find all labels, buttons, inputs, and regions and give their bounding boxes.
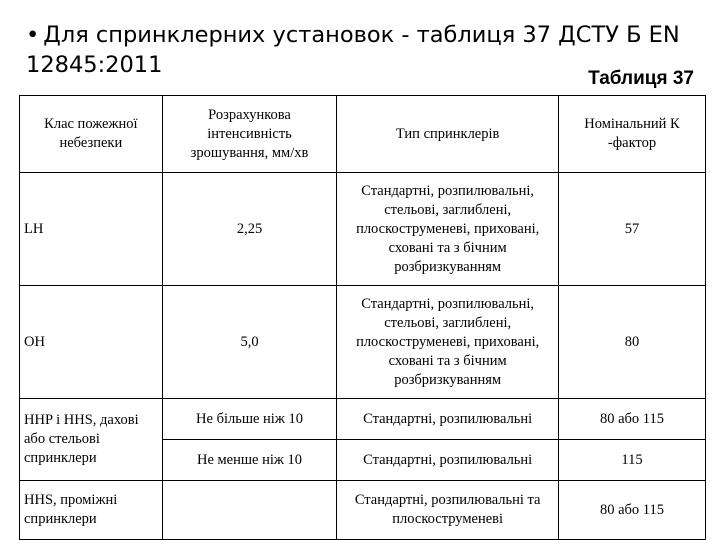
cell-intensity [162,481,337,540]
table-row [20,399,706,440]
cell-type: Стандартні, розпилювальні [337,399,559,440]
cell-k-factor: 80 або 115 [559,399,706,440]
cell-type: Стандартні, розпилювальні [337,440,559,481]
table-row [20,481,706,540]
header-sprinkler-type: Тип спринклерів [337,96,559,173]
cell-intensity: Не менше ніж 10 [162,440,337,481]
bullet-glyph: • [26,22,40,48]
cell-type: Стандартні, розпилювальні, стельові, заглиблені, плоскоструменеві, приховані, сховані та з бічним розбризкуванням [337,286,559,399]
table-row [20,286,706,399]
cell-k-factor: 80 [559,286,706,399]
heading-text: Для спринклерних установок - таблиця 37 ДСТУ Б EN 12845:2011 [26,22,680,78]
header-k-factor: Номінальний К -фактор [559,96,706,173]
cell-type: Стандартні, розпилювальні, стельові, заглиблені, плоскоструменеві, приховані, сховані та з бічним розбризкуванням [337,173,559,286]
cell-k-factor: 115 [559,440,706,481]
table-header-row [20,96,706,173]
cell-intensity: 5,0 [162,286,337,399]
cell-class: HHS, проміжні спринклери [20,481,163,540]
header-fire-class: Клас пожежної небезпеки [20,96,163,173]
sprinkler-table [19,95,706,540]
table-caption: Таблиця 37 [588,68,694,89]
header-intensity: Розрахункова інтенсивність зрошування, мм/хв [162,96,337,173]
table-row [20,173,706,286]
cell-intensity: Не більше ніж 10 [162,399,337,440]
cell-type: Стандартні, розпилювальні та плоскоструменеві [337,481,559,540]
cell-class: OH [20,286,163,399]
cell-class: HHP і HHS, дахові або стельові спринклери [20,399,163,481]
cell-intensity: 2,25 [162,173,337,286]
cell-k-factor: 57 [559,173,706,286]
cell-k-factor: 80 або 115 [559,481,706,540]
cell-class: LH [20,173,163,286]
